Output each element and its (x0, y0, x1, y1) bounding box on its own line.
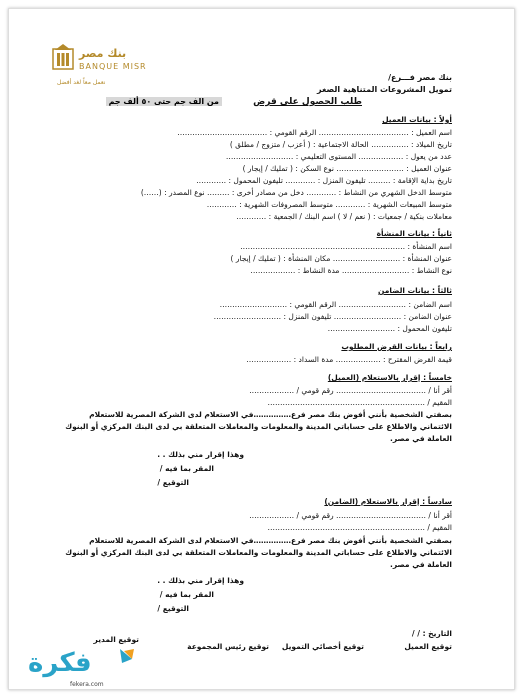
section-4-heading: رابعاً : بيانات القرض المطلوب (341, 342, 452, 351)
program-title: تمويل المشروعات المتناهية الصغر (316, 85, 452, 94)
facility-line-2: عنوان المنشأة : ……………………… مكان المنشأة : ( تمليك / إيجار ) (230, 254, 452, 263)
bank-seal-logo-icon (51, 43, 75, 71)
form-sheet (8, 8, 515, 690)
guarantor-consent-signature: التوقيع / (157, 604, 189, 613)
client-consent-line-5: العاملة في مصر. (390, 434, 452, 443)
branch-line: بنك مصر فـــرع/ (388, 73, 452, 82)
client-line-8: معاملات بنكية / جمعيات : ( نعم / لا ) اسم البنك / الجمعية : ………… (236, 212, 452, 221)
guarantor-consent-signed-by: المقر بما فيه / (159, 590, 214, 599)
section-1-heading: أولاً : بيانات العميل (382, 115, 452, 124)
client-line-6: متوسط الدخل الشهري من النشاط : ………… دخل من مصادر أخرى : ……… نوع المصدر : (……) (140, 188, 452, 197)
client-consent-line-2: المقيم / ……………………………………………………… (267, 398, 452, 407)
client-line-1: اسم العميل : ……………………………… الرقم القومي : ……………………………… (177, 128, 452, 137)
bank-tagline: نعمل معاً لغد أفضل (57, 79, 106, 86)
section-5-heading: خامساً : إقرار بالاستعلام (العميل) (327, 373, 452, 382)
guarantor-consent-line-5: العاملة في مصر. (390, 560, 452, 569)
client-line-2: تاريخ الميلاد : …………… الحالة الاجتماعية : ( أعزب / متزوج / مطلق ) (229, 140, 452, 149)
client-line-5: تاريخ بداية الإقامة : ……… تليفون المنزل : ………… تليفون المحمول : ………… (196, 176, 452, 185)
client-consent-line-6: وهذا إقرار مني بذلك . . (157, 450, 244, 459)
watermark-url: fekera.com (70, 681, 104, 688)
bank-name-arabic: بنك مصر (79, 47, 127, 60)
section-3-heading: ثالثاً : بيانات الضامن (377, 286, 452, 295)
client-line-4: عنوان العميل : ……………………… نوع السكن : ( تمليك / إيجار ) (242, 164, 452, 173)
guarantor-line-1: اسم الضامن : ……………………… الرقم القومي : ……………………… (219, 300, 452, 309)
guarantor-consent-line-4: الائتماني والاطلاع على حساباتي المدينة والمعلومات والمعاملات المتعلقة بي لدى البنك المركزي أو البنوك (65, 548, 452, 557)
client-consent-signed-by: المقر بما فيه / (159, 464, 214, 473)
client-line-7: متوسط المبيعات الشهرية : ………… متوسط المصروفات الشهرية : ………… (206, 200, 452, 209)
client-signature-label: توقيع العميل (404, 642, 452, 651)
facility-line-3: نوع النشاط : ……………………… مدة النشاط : ……………… (250, 266, 452, 275)
guarantor-line-3: تليفون المحمول : ……………………… (327, 324, 452, 333)
manager-signature-label: توقيع المدير (93, 635, 139, 644)
client-line-3: عدد من يعول : ……………… المستوى التعليمي : ……………………… (225, 152, 452, 161)
guarantor-consent-line-6: وهذا إقرار مني بذلك . . (157, 576, 244, 585)
form-title: طلب الحصول على قرض (253, 97, 362, 107)
section-2-heading: ثانياً : بيانات المنشأة (376, 229, 452, 238)
loan-range: من الف جم حتى ٥٠ ألف جم (106, 97, 222, 106)
loan-line-1: قيمة القرض المقترح : ……………… مدة السداد : ……………… (246, 355, 452, 364)
client-consent-signature: التوقيع / (157, 478, 189, 487)
client-consent-line-1: أقر أنا / ……………………………… رقم قومي / ……………… (249, 386, 452, 395)
watermark-brand: فكرة (28, 648, 92, 678)
client-consent-line-3: بصفتي الشخصية بأنني أفوض بنك مصر فرع……………في الاستعلام لدى الشركة المصرية للاستعلام (89, 410, 452, 419)
officer-signature-label: توقيع أخصائي التمويل (281, 642, 364, 651)
facility-line-1: اسم المنشأة : ………………………………………………………… (240, 242, 452, 251)
guarantor-line-2: عنوان الضامن : ……………………… تليفون المنزل : ……………………… (213, 312, 452, 321)
date-line: التاريخ : / / (411, 629, 452, 638)
guarantor-consent-line-2: المقيم / ……………………………………………………… (267, 523, 452, 532)
guarantor-consent-line-3: بصفتي الشخصية بأنني أفوض بنك مصر فرع……………في الاستعلام لدى الشركة المصرية للاستعلام (89, 536, 452, 545)
group-head-signature-label: توقيع رئيس المجموعة (187, 642, 269, 651)
bank-name-english: BANQUE MISR (79, 62, 147, 71)
section-6-heading: سادساً : إقرار بالاستعلام (الضامن) (324, 497, 452, 506)
guarantor-consent-line-1: أقر أنا / ……………………………… رقم قومي / ……………… (249, 511, 452, 520)
client-consent-line-4: الائتماني والاطلاع على حساباتي المدينة والمعلومات والمعاملات المتعلقة بي لدى البنك المركزي أو البنوك (65, 422, 452, 431)
